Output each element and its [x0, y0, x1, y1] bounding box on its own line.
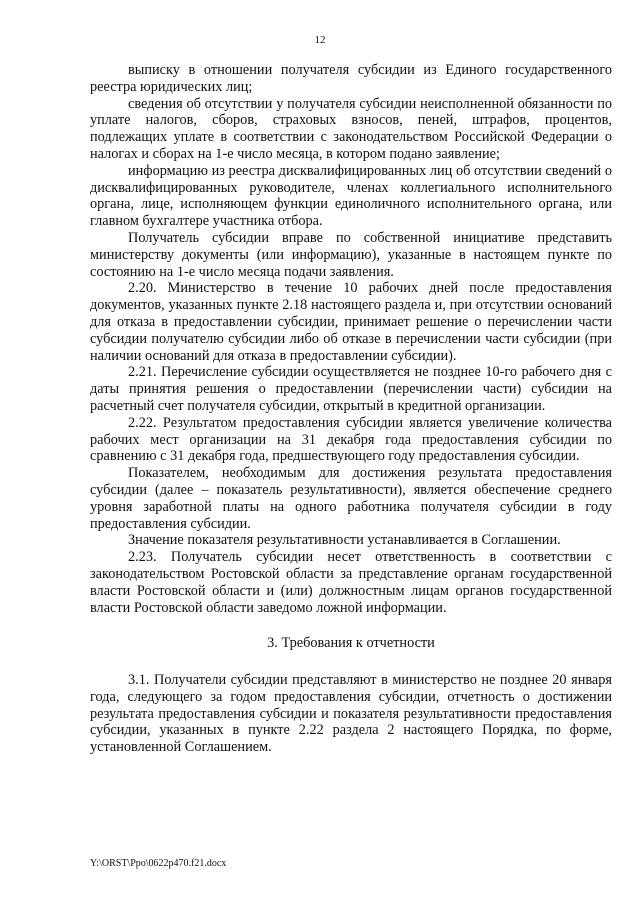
paragraph: Значение показателя результативности устанавливается в Соглашении.	[128, 532, 561, 549]
paragraph: информацию из реестра дисквалифицированных лиц об отсутствии сведений о дисквалифицированных руководителе, членах коллегиального исполнительного органа, лице, исполняющем функции единоличного исполнительного органа, или главном бухгалтере участника отбора.	[90, 162, 612, 230]
section-heading: 3. Требования к отчетности	[267, 635, 435, 652]
paragraph: Получатель субсидии вправе по собственной инициативе представить министерству документы (или информацию), указанные в настоящем пункте по состоянию на 1-е число месяца подачи заявления.	[90, 229, 612, 280]
paragraph: 2.22. Результатом предоставления субсидии является увеличение количества рабочих мест организации на 31 декабря года предоставления субсидии по сравнению с 31 декабря года, предшествующего году предоставления субсидии.	[90, 414, 612, 465]
paragraph: 3.1. Получатели субсидии представляют в министерство не позднее 20 января года, следующего за годом предоставления субсидии, отчетность о достижении результата предоставления субсидии и показателя результативности предоставления субсидии, указанных в пункте 2.22 раздела 2 настоящего Порядка, по форме, установленной Соглашением.	[90, 672, 612, 756]
paragraph: выписку в отношении получателя субсидии из Единого государственного реестра юридических лиц;	[90, 62, 612, 95]
paragraph: 2.20. Министерство в течение 10 рабочих дней после предоставления документов, указанных пункте 2.18 настоящего раздела и, при отсутствии оснований для отказа в предоставлении субсидии, принимает решение о перечислении части субсидии получателю субсидии либо об отказе в перечислении части субсидии (при наличии оснований для отказа в предоставлении субсидии).	[90, 280, 612, 364]
paragraph: 2.23. Получатель субсидии несет ответственность в соответствии с законодательством Ростовской области за представление органам государственной власти Ростовской области и (или) должностным лицам органов государственной власти Ростовской области заведомо ложной информации.	[90, 549, 612, 616]
paragraph: Показателем, необходимым для достижения результата предоставления субсидии (далее – показатель результативности), является обеспечение среднего уровня заработной платы на одного работника получателя субсидии в году предоставления субсидии.	[90, 465, 612, 532]
body-text	[90, 62, 612, 756]
page-number: 12	[314, 34, 326, 46]
footer-file-path: Y:\ORST\Ppo\0622p470.f21.docx	[90, 858, 227, 869]
paragraph: сведения об отсутствии у получателя субсидии неисполненной обязанности по уплате налогов, сборов, страховых взносов, пеней, штрафов, процентов, подлежащих уплате в соответствии с законодательством Российской Федерации о налогах и сборах на 1-е число месяца, в котором подано заявление;	[90, 95, 612, 162]
paragraph: 2.21. Перечисление субсидии осуществляется не позднее 10-го рабочего дня с даты принятия решения о предоставлении (перечислении части) субсидии на расчетный счет получателя субсидии, открытый в кредитной организации.	[90, 364, 612, 414]
